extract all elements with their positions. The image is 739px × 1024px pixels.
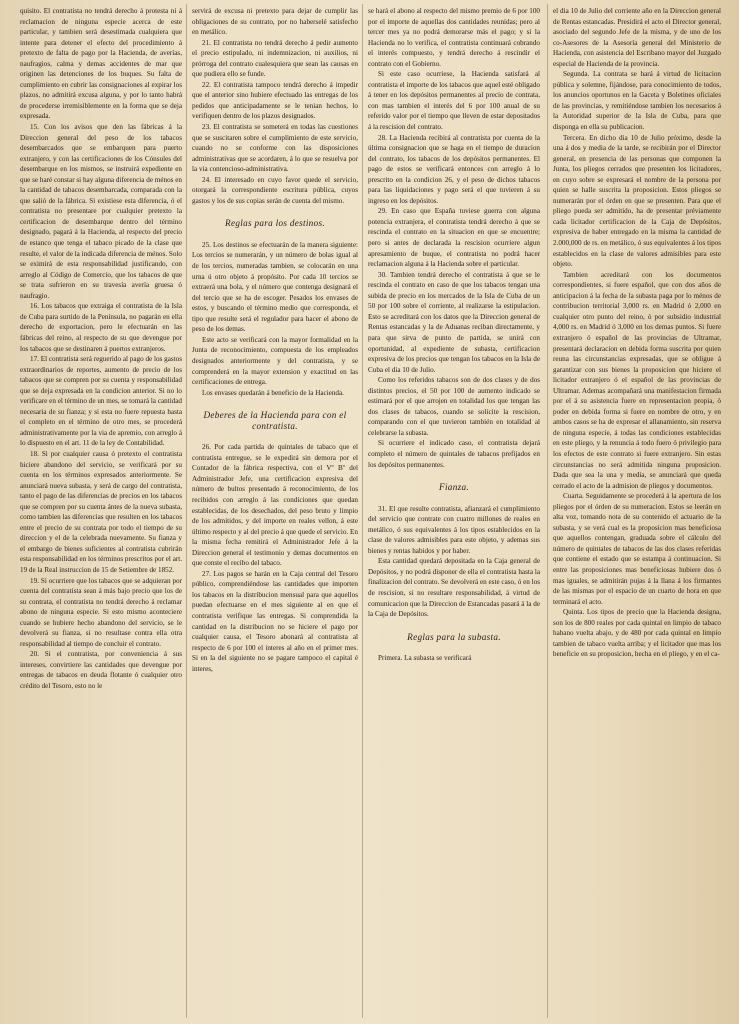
- paragraph: 21. El contratista no tendrá derecho á pedir aumento el precio estipulado, ni indemnizacion, ni auxilios, ni prórroga del contrato cualesquiera que sean las causas en que pudiera ello se funde.: [192, 38, 358, 79]
- paragraph: 22. El contratista tampoco tendrá derecho á impedir que el anterior sino hubiere efectuado las entregas de los pedidos que anticipadamente se le tenian hechos, lo verifiquen dentro de los plazos designados.: [192, 80, 358, 121]
- paragraph: 23. El contratista se someterá en todas las cuestiones que se suscitaren sobre el cumplimiento de este servicio, cuando no se conforme con las disposiciones administrativas que se acordaren, á lo que se resuelva por la via contencioso-administrativa.: [192, 123, 358, 174]
- paragraph: quisito. El contratista no tendrá derecho á protesta ni á reclamacion de ninguna especie acerca de este particular, y tambien será desestimada cualquiera que intente para detener el efecto del procedimiento á pretexto de falta de pago por la Hacienda, de averías, naufragios, calma y demas accidentes de mar que originen las detenciones de los buques. Su falta de cumplimiento en cubrir las consignaciones al expirar los plazos, no admitirá excusa alguna, y por lo tanto habrá de procederse irremisiblemente en la forma que se deja expresada.: [20, 7, 182, 121]
- column-rule: [186, 4, 187, 1018]
- paragraph: Tambien acreditará con los documentos correspondientes, si fuere español, que con dos años de anticipacion á la fecha de la subasta paga por lo ménos de contribucion territorial 3,000 rs. en Madrid ó 2,000 en cualquier otro punto del reino, ó por subsidio industrial 4,000 rs. en Madrid ó 3,000 en los demas puntos. Si fuere extranjero ó español de las provincias de Ultramar, presentará declaracion en debida forma suscrita por quien reuna las circunstancias expresadas, que se obligue á garantizar con sus bienes la proposicion que hiciere el licitador extranjero ó el español de las provincias de Ultramar. Ademas acompañará una manifestacion firmada por el á su asistencia fuere en representacion propia, ó poder en debida forma si fuere en nombre de otro, y en ambos casos se ha de expresar el allanamiento, sin reserva de ninguna especie, á todas las condiciones establecidas en este pliego, y la renuncia á todo fuero ó privilegio para los efectos de este contrato si fuere extranjero. Sin estas circunstancias no será admitida ninguna proposicion. Dada que sea la una y media, se anunciará que queda cerrado el acto de la admision de pliegos y documentos.: [553, 270, 721, 490]
- paragraph: servirá de excusa ni pretexto para dejar de cumplir las obligaciones de su contrato, por no haberselé satisfecho en metálico.: [192, 7, 358, 37]
- text-column-3: [368, 6, 540, 1014]
- paragraph: Este acto se verificará con la mayor formalidad en la Junta de reconocimiento, compuesta de los empleados designados anteriormente y del contratista, y se comprenderá en la mayor extension y exactitud en las certificaciones de entrega.: [192, 335, 358, 387]
- paragraph: 31. El que resulte contratista, afianzará el cumplimiento del servicio que contrate con cuatro millones de reales en metálico, ó sus equivalentes á los tipos establecidos en la clase de valores admisibles para este objeto, y ademas sus bienes y rentas habidos y por haber.: [368, 504, 540, 555]
- paragraph: Los envases quedarán á beneficio de la Hacienda.: [202, 388, 344, 397]
- paragraph: 26. Por cada partida de quintales de tabaco que el contratista entregue, se le expedirá sin demora por el Contador de la fábrica respectiva, con el Vº Bº del Administrador Jefe, una certificacion expresiva del número de bultos presentado á reconocimiento, de los recibidos con arreglo á las condiciones que quedan establecidas, de los desechados, del peso bruto y limpio de los admitidos, y del importe en reales vellon, á este último respecto y al del precio á que quede el servicio. En la misma fecha remitirá el Administrador Jefe á la Direccion general el testimonio y demas documentos en que conste el recibo del tabaco.: [192, 443, 358, 568]
- section-heading: Reglas para la subasta.: [407, 631, 501, 642]
- paragraph: se hará el abono al respecto del mismo premio de 6 por 100 por el importe de aquellas dos cantidades reunidas; pero al tercer mes ya no podrá demorarse más el pago; y si la Hacienda no lo verifica, el contratista continuará cobrando el interés compuesto, y tendrá derecho á rescindir el contrato con el Gobierno.: [368, 7, 540, 68]
- paragraph: 28. La Hacienda recibirá al contratista por cuenta de la última consignacion que se haga en el tiempo de duracion del contrato, los tabacos de los depósitos permanentes. El pago de estos se verificará entonces con arreglo á lo prescrito en la condicion 26, y el peso de dichos tabacos para las liquidaciones y pago será el que tuvieren á su ingreso en los depósitos.: [368, 133, 540, 205]
- text-column-4: [553, 6, 721, 1014]
- paragraph: 19. Si ocurriere que los tabacos que se adquieran por cuenta del contratista sean á más bajo precio que los de su contrata, el contratista no tendrá derecho á reclamar abono de ninguna especie. Si esto mismo aconteciere cuando se hubiere hecho abandono del servicio, se le devolverá su fianza, si no resultase contra ella otra responsabilidad al tiempo de concluir el contrato.: [20, 576, 182, 648]
- section-heading: Deberes de la Hacienda para con el contratista.: [203, 410, 347, 431]
- section-heading: Fianza.: [439, 482, 469, 493]
- column-rule: [362, 4, 363, 1018]
- section-heading: Reglas para los destinos.: [225, 218, 325, 229]
- paragraph: 24. El interesado en cuyo favor quede el servicio, otorgará la correspondiente escritura pública, cuyos gastos y los de sus copias serán de cuenta del mismo.: [192, 175, 358, 205]
- paragraph: Tercera. En dicho dia 10 de Julio próximo, desde la una á dos y media de la tarde, se recibirán por el Director general, en presencia de las personas que componen la Junta, los pliegos cerrados que presenten los licitadores, en cuyo sobre se expresará el nombre de la persona por quien se halle suscrita la proposicion. Estos pliegos se numerarán por el órden en que se presenten. Para que el pliego pueda ser admitido, ha de presentar préviamente cada licitador certificacion de la Caja de Depósitos, expresiva de haber entregado en la misma la cantidad de 2.000,000 de rs. en metálico, ó sus equivalentes á los tipos establecidos en la clase de valores admisibles para este objeto.: [553, 133, 721, 269]
- paragraph: Esta cantidad quedará depositada en la Caja general de Depósitos, y no podrá disponer de ella el contratista hasta la finalizacion del contrato. Se devolverá en este caso, ó en los de rescision, si no resultare responsabilidad, á virtud de comunicacion que la Direccion de Estancadas pasará á la de la Caja de Depósitos.: [368, 557, 540, 619]
- text-column-2: [192, 6, 358, 1014]
- paragraph: 17. El contratista será reguerido al pago de los gastos extraordinarios de reportes, aumento de precio de los tabacos que se compren por su cuenta y responsabilidad que se deja expresada en la condicion anterior. Si no lo verificare en el término de un mes, se tomará la cantidad necesaria de su fianza; y si esta no fuere repuesta hasta el completo en el término de otro mes, se procederá administrativamente por la via de apremio, con arreglo á lo dispuesto en el art. 11 de la ley de Contabilidad.: [20, 355, 182, 448]
- paragraph: 20. Si el contratista, por conveniencia á sus intereses, convirtiere las cantidades que devengue por entregas de tabacos en deuda flotante ó cualquier otro crédito del Tesoro, esto no le: [20, 650, 182, 690]
- paragraph: Como los referidos tabacos son de dos clases y de dos distintos precios, el 50 por 100 de aumento indicado se estimará por el que arrojen en totalidad los que tengan las dos clases de tabacos, cuando se solicite la rescision, comparando con el que tuvieron también en totalidad al celebrarse la subasta.: [368, 376, 540, 437]
- paragraph: Primera. La subasta se verificará: [378, 654, 472, 663]
- paragraph: Quinta. Los tipos de precio que la Hacienda designa, son los de 800 reales por cada quintal en limpio de tabaco habano vuelta abajo, y de 480 por cada quintal en limpio tambien de tabaco vuelta arriba; y el licitador que mas los beneficie en su proposicion, hecha en el pliego, y en el ca-: [553, 608, 721, 659]
- paragraph: 30. Tambien tendrá derecho el contratista á que se le rescinda el contrato en caso de que los tabacos tengan una subida de precio en los mercados de la Isla de Cuba de un 50 por 100 sobre el corriente, al realizarse la estipulacion. Esto se acreditará con los datos que la Direccion general de Rentas estancadas y la de Aduanas reciban directamente, y para que sirva de punto de partida, se unirá con oportunidad, al expediente de subasta, certificacion expresiva de los precios que tengan los tabacos en la Isla de Cuba el dia 10 de Julio.: [368, 270, 540, 374]
- paragraph: el dia 10 de Julio del corriente año en la Direccion general de Rentas estancadas. Presidirá el acto el Director general, asociado del segundo Jefe de la misma, y de uno de los co-Asesores de la Asesoría general del Ministerio de Hacienda, con asistencia del Escribano mayor del Juzgado especial de Hacienda de la provincia.: [553, 7, 721, 68]
- paragraph: Si este caso ocurriese, la Hacienda satisfará al contratista el importe de los tabacos que aquel esté obligado á tener en los depósitos permanentes al precio de contrata, con mas tambien el interés del 6 por 100 anual de su referido valor por el tiempo que lleven de estar depositados á la rescision del contrato.: [368, 70, 540, 132]
- paragraph: 15. Con los avisos que den las fábricas á la Direccion general del peso de los tabacos desembarcados que se embarquen para puerto extranjero, y con las certificaciones de los Cónsules del desembarque en los mismos, se instruirá expediente en que se haré constar si hay alguna diferencia de ménos en la cantidad de tabacos desembarcada, comparada con la que salió de la fábrica. Si existiese esta diferencia, ó el contratista no presentare por cualquier pretexto la certificacion de desembarque dentro del término designado, pagará á la Hacienda, al respecto del precio de estanco que tenga el tabaco picado de la clase que resulte, el valor de la indicada diferencia de ménos. Solo se eximirá de esta responsabilidad justificando, con arreglo al Código de Comercio, que los tabacos de que se trata sufrieron en su travesía avería gruesa ó naufragio.: [20, 123, 182, 300]
- paragraph: Cuarta. Seguidamente se procederá á la apertura de los pliegos por el órden de su numeracion. Estos se leerán en alta voz, tomando nota de su contenido el actuario de la subasta, y se verá cual es la proposicion mas beneficiosa que aquellos contengan, graduada sobre el cálculo del número de quintales de tabacos de las dos clases referidas que contiene el estado que se estampa á continuacion. Si entre las proposiciones mas beneficiosas hubiere dos ó mas iguales, se admitirán pujas á la llana á los firmantes de las mismas por el espacio de un cuarto de hora en que terminará el acto.: [553, 492, 721, 606]
- paragraph: Si ocurriere el indicado caso, el contratista dejará completo el número de quintales de tabacos prefijados en los depósitos permanentes.: [368, 439, 540, 469]
- paragraph: 29. En caso que España tuviese guerra con alguna potencia extranjera, el contratista tendrá derecho á que se rescinda el contrato en la situacion en que se encuentre; pero si antes de declarada la rescision ocurriere algun apresamiento de buque, el contratista no podrá hacer reclamacion alguna á la Hacienda sobre el particular.: [368, 207, 540, 269]
- paragraph: 25. Los destinos se efectuarán de la manera siguiente: Los tercios se numerarán, y un número de bolas igual al de los tercios, numeradas tambien, se colocarán en una urna ú otro objeto á propósito. Por cada 10 tercios se extraerá una bola, y el número que contenga designará el del tercio que se ha de escoger. Pesados los envases de estos, y buscando el término medio que corresponda, el tipo que resulte será el regulador para hacer el abono de peso de los demas.: [192, 240, 358, 334]
- column-rule: [547, 4, 548, 1018]
- paragraph: 27. Los pagos se harán en la Caja central del Tesoro público, comprendiéndose las cantidades que importen los tabacos en la distribucion mensual para que aquellos puedan efectuarse en el mes siguiente al en que el contratista verifique las entregas. Si comprendida la cantidad en la distribucion no se hiciere el pago por cualquier causa, el Tesoro abonará al contratista al respecto de 6 por 100 el interes al año en el primer mes. Si en la del siguiente no se pagare tampoco el capital é interes,: [192, 569, 358, 673]
- paragraph: Segunda. La contrata se hará á virtud de licitacion pública y solemne, fijándose, para conocimiento de todos, los anuncios oportunos en la Gaceta y Boletines oficiales de las provincias, y remitiéndose tambien los necesarios á la Autoridad superior de la Isla de Cuba, para que disponga en ella su publicacion.: [553, 70, 721, 132]
- text-column-1: [20, 6, 182, 1014]
- paragraph: 16. Los tabacos que extraiga el contratista de la Isla de Cuba para surtido de la Península, no pagarán en ella derecho de exportacion, pero le efectuarán en las fábricas del reino, al respecto de su que devengue por los tabacos que se destinaren á puertos extranjeros.: [20, 302, 182, 353]
- paragraph: 18. Si por cualquier causa ó pretexto el contratista hiciere abandono del servicio, se verificará por su cuenta en los términos expresados anteriormente. Se anunciará nueva subasta, y será de cargo del contratista, tanto el pago de las diferencias de precios en los tabacos que se compren por su cuenta ántes de la nueva subasta, como tambien las diferencias que resulten en los tabacos entre el precio de su contrata por todo el tiempo de su direccion y el de la celebrada nuevamente. Su fianza y el embargo de bienes suficientes al contratista cubrirán esta responsabilidad en los términos prescritos por el art. 19 de la Real instruccion de 15 de Setiembre de 1852.: [20, 449, 182, 574]
